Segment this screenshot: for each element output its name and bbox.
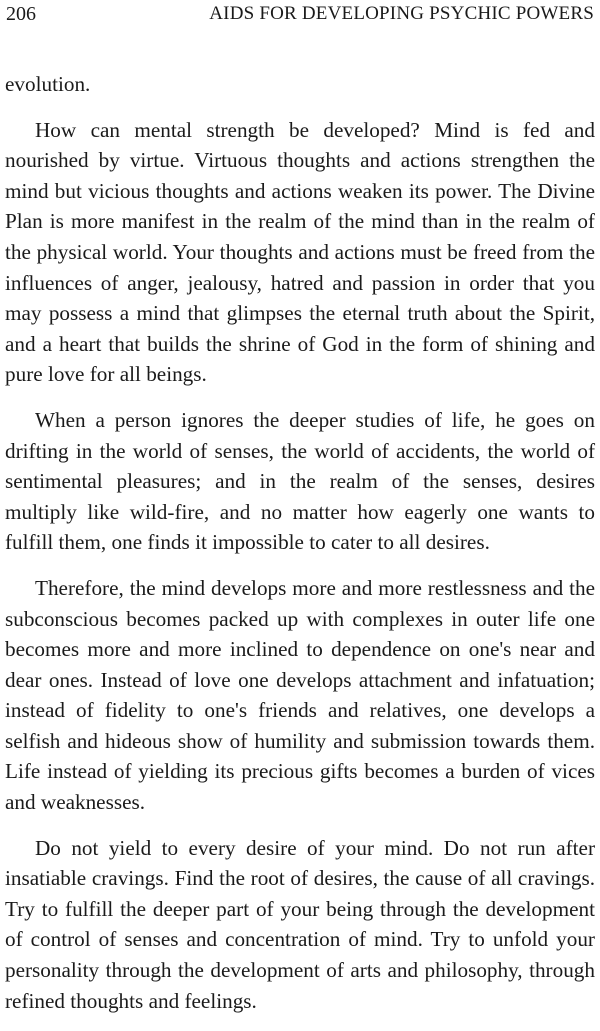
running-head: AIDS FOR DEVELOPING PSYCHIC POWERS: [209, 3, 594, 24]
paragraph-do-not-yield: Do not yield to every desire of your mind. Do not run after insatiable cravings. Find the root of desires, the cause of all cravings. Try to fulfill the deeper part of your being through the development of control of senses and concentration of mind. Try to unfold your personality through the development of arts and philosophy, through refined thoughts and feelings.: [5, 835, 595, 1013]
paragraph-restlessness: Therefore, the mind develops more and more restlessness and the subconscious becomes packed up with complexes in outer life one becomes more and more inclined to dependence on one's near and dear ones. Instead of love one develops attachment and infatuation; instead of fidelity to one's friends and relatives, one develops a selfish and hideous show of humility and submission towards them. Life instead of yielding its precious gifts becomes a burden of vices and weaknesses.: [5, 575, 595, 815]
paragraph-continued: evolution.: [5, 72, 91, 96]
paragraph-deeper-studies: When a person ignores the deeper studies of life, he goes on drifting in the world of senses, the world of accidents, the world of sentimental pleasures; and in the realm of the senses, desires multiply like wild-fire, and no matter how eagerly one wants to fulfill them, one finds it impossible to cater to all desires.: [5, 407, 595, 555]
page-number: 206: [6, 3, 36, 25]
body-text: [5, 69, 595, 1031]
page-header: [6, 2, 594, 26]
paragraph-mental-strength: How can mental strength be developed? Mind is fed and nourished by virtue. Virtuous thoughts and actions strengthen the mind but vicious thoughts and actions weaken its power. The Divine Plan is more manifest in the realm of the mind than in the realm of the physical world. Your thoughts and actions must be freed from the influences of anger, jealousy, hatred and passion in order that you may possess a mind that glimpses the eternal truth about the Spirit, and a heart that builds the shrine of God in the form of shining and pure love for all beings.: [5, 117, 595, 387]
